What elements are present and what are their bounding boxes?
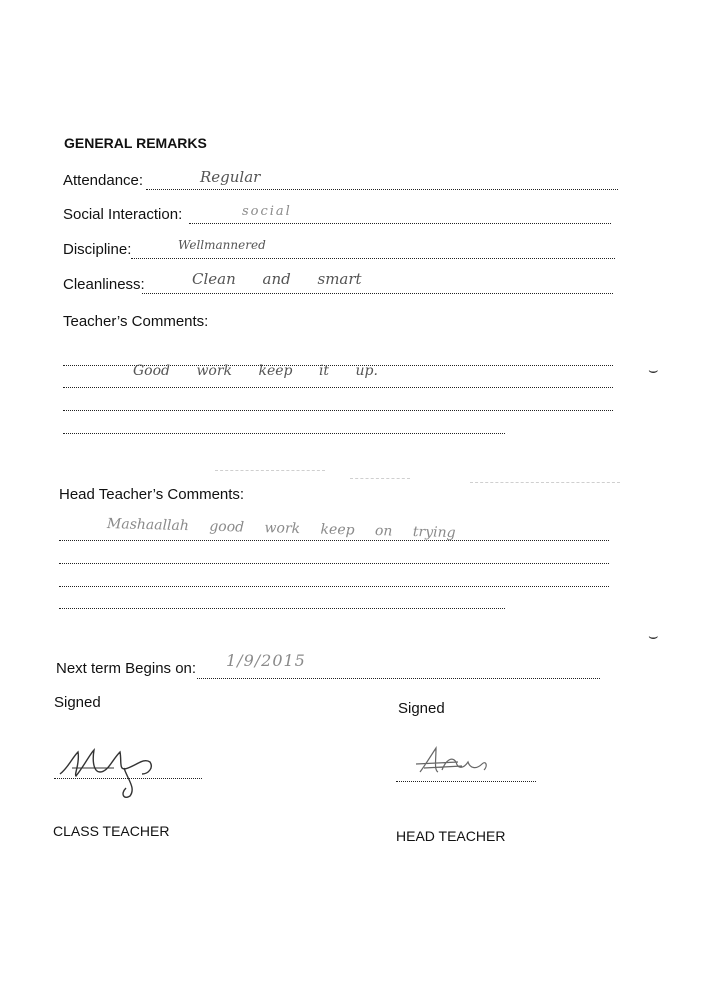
head-teacher-comments-line-4 <box>59 608 505 609</box>
discipline-dotted-line <box>131 258 615 259</box>
teacher-comments-label: Teacher’s Comments: <box>63 313 209 330</box>
discipline-label: Discipline: <box>63 241 132 258</box>
class-teacher-role: CLASS TEACHER <box>53 823 170 839</box>
teacher-comments-line-3 <box>63 410 613 411</box>
next-term-label: Next term Begins on: <box>56 660 197 677</box>
head-teacher-role: HEAD TEACHER <box>396 828 506 844</box>
bleed-through-mark <box>350 478 410 479</box>
discipline-value: Wellmannered <box>178 238 266 252</box>
margin-mark: ⌣ <box>648 362 659 379</box>
bleed-through-mark <box>215 470 325 471</box>
teacher-comments-line-2 <box>63 387 613 388</box>
teacher-comments-line-4 <box>63 433 505 434</box>
head-teacher-comments-line-2 <box>59 563 609 564</box>
teacher-comments-value: Good work keep it up. <box>133 363 378 379</box>
head-teacher-comments-line-3 <box>59 586 609 587</box>
head-teacher-comments-line-1 <box>59 540 609 541</box>
head-teacher-comments-value: Mashaallah good work keep on trying <box>106 516 456 542</box>
attendance-label: Attendance: <box>63 172 144 189</box>
social-interaction-dotted-line <box>189 223 611 224</box>
class-teacher-signature <box>54 738 164 800</box>
next-term-dotted-line <box>197 678 600 679</box>
attendance-value: Regular <box>200 168 261 186</box>
social-interaction-value: social <box>242 204 292 219</box>
section-heading: GENERAL REMARKS <box>64 135 207 151</box>
margin-mark: ⌣ <box>648 628 659 645</box>
head-teacher-signature <box>412 744 496 784</box>
class-teacher-signed-label: Signed <box>54 694 101 711</box>
bleed-through-mark <box>470 482 620 483</box>
cleanliness-value: Clean and smart <box>192 270 362 288</box>
head-teacher-comments-label: Head Teacher’s Comments: <box>59 486 245 503</box>
cleanliness-dotted-line <box>142 293 613 294</box>
attendance-dotted-line <box>146 189 618 190</box>
next-term-value: 1/9/2015 <box>226 651 306 670</box>
head-teacher-signed-label: Signed <box>398 700 445 717</box>
social-interaction-label: Social Interaction: <box>63 206 183 223</box>
cleanliness-label: Cleanliness: <box>63 276 145 293</box>
